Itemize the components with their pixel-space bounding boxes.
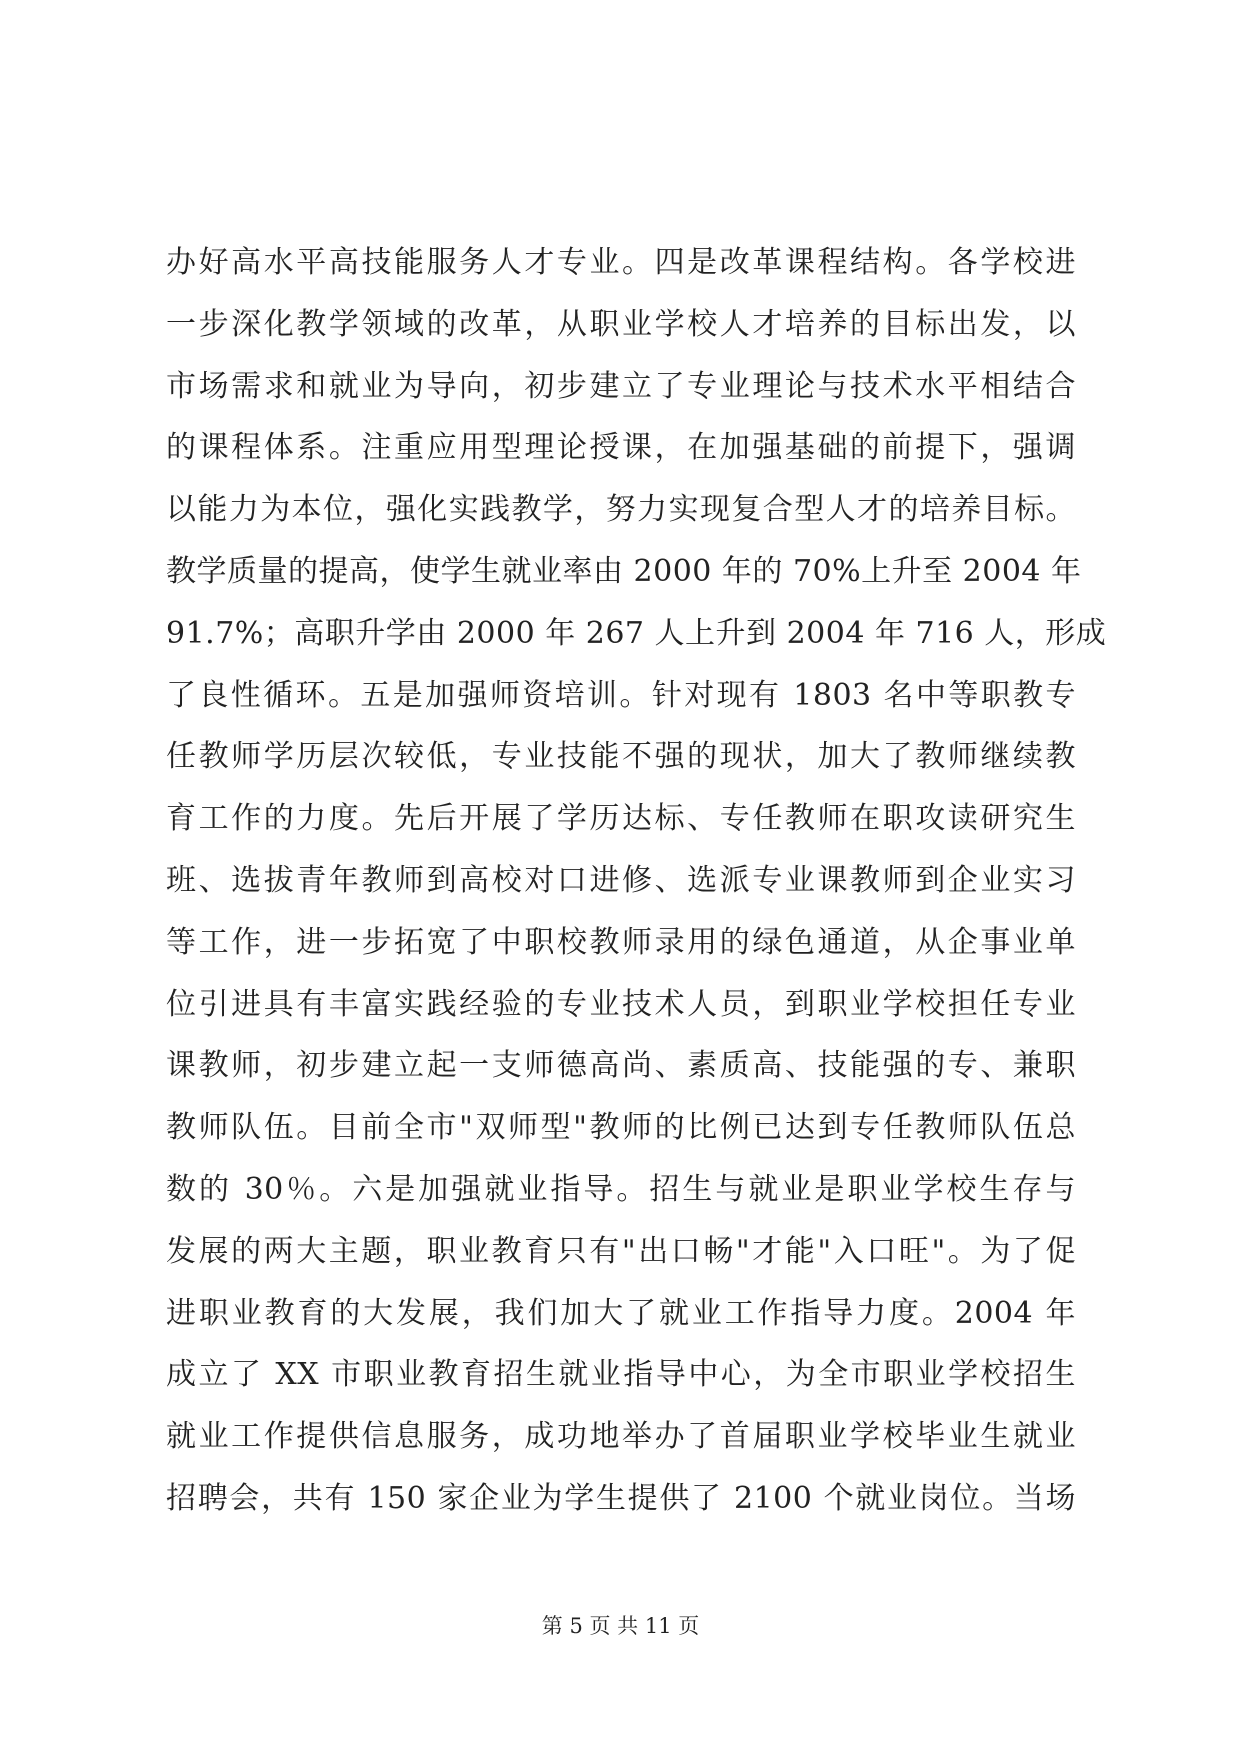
text-line: 一步深化教学领域的改革，从职业学校人才培养的目标出发，以 <box>166 306 1076 342</box>
text-line: 育工作的力度。先后开展了学历达标、专任教师在职攻读研究生 <box>166 801 1076 837</box>
page-footer <box>0 1610 1241 1640</box>
text-line: 发展的两大主题，职业教育只有"出口畅"才能"入口旺"。为了促 <box>166 1233 1076 1269</box>
text-line: 教学质量的提高，使学生就业率由 2000 年的 70%上升至 2004 年 <box>166 553 1082 589</box>
text-line: 办好高水平高技能服务人才专业。四是改革课程结构。各学校进 <box>166 245 1076 280</box>
text-line: 的课程体系。注重应用型理论授课，在加强基础的前提下，强调 <box>166 430 1076 466</box>
text-line: 班、选拔青年教师到高校对口进修、选派专业课教师到企业实习 <box>166 862 1076 898</box>
text-line: 市场需求和就业为导向，初步建立了专业理论与技术水平相结合 <box>166 368 1076 404</box>
text-line: 以能力为本位，强化实践教学，努力实现复合型人才的培养目标。 <box>166 492 1076 528</box>
text-line: 教师队伍。目前全市"双师型"教师的比例已达到专任教师队伍总 <box>166 1110 1076 1146</box>
text-line: 招聘会，共有 150 家企业为学生提供了 2100 个就业岗位。当场 <box>166 1480 1076 1516</box>
body-text <box>166 232 1107 1530</box>
page-number: 第 5 页 共 11 页 <box>541 1614 700 1638</box>
text-line: 课教师，初步建立起一支师德高尚、素质高、技能强的专、兼职 <box>166 1048 1076 1084</box>
text-line: 进职业教育的大发展，我们加大了就业工作指导力度。2004 年 <box>166 1295 1076 1331</box>
text-line: 位引进具有丰富实践经验的专业技术人员，到职业学校担任专业 <box>166 986 1076 1022</box>
text-line: 就业工作提供信息服务，成功地举办了首届职业学校毕业生就业 <box>166 1419 1076 1455</box>
text-line: 任教师学历层次较低，专业技能不强的现状，加大了教师继续教 <box>166 739 1076 775</box>
text-line: 成立了 XX 市职业教育招生就业指导中心，为全市职业学校招生 <box>166 1357 1076 1393</box>
text-line: 了良性循环。五是加强师资培训。针对现有 1803 名中等职教专 <box>166 677 1076 713</box>
text-line: 91.7%；高职升学由 2000 年 267 人上升到 2004 年 716 人，形成 <box>166 615 1107 651</box>
text-line: 等工作，进一步拓宽了中职校教师录用的绿色通道，从企事业单 <box>166 924 1076 960</box>
text-line: 数的 30％。六是加强就业指导。招生与就业是职业学校生存与 <box>166 1171 1076 1207</box>
